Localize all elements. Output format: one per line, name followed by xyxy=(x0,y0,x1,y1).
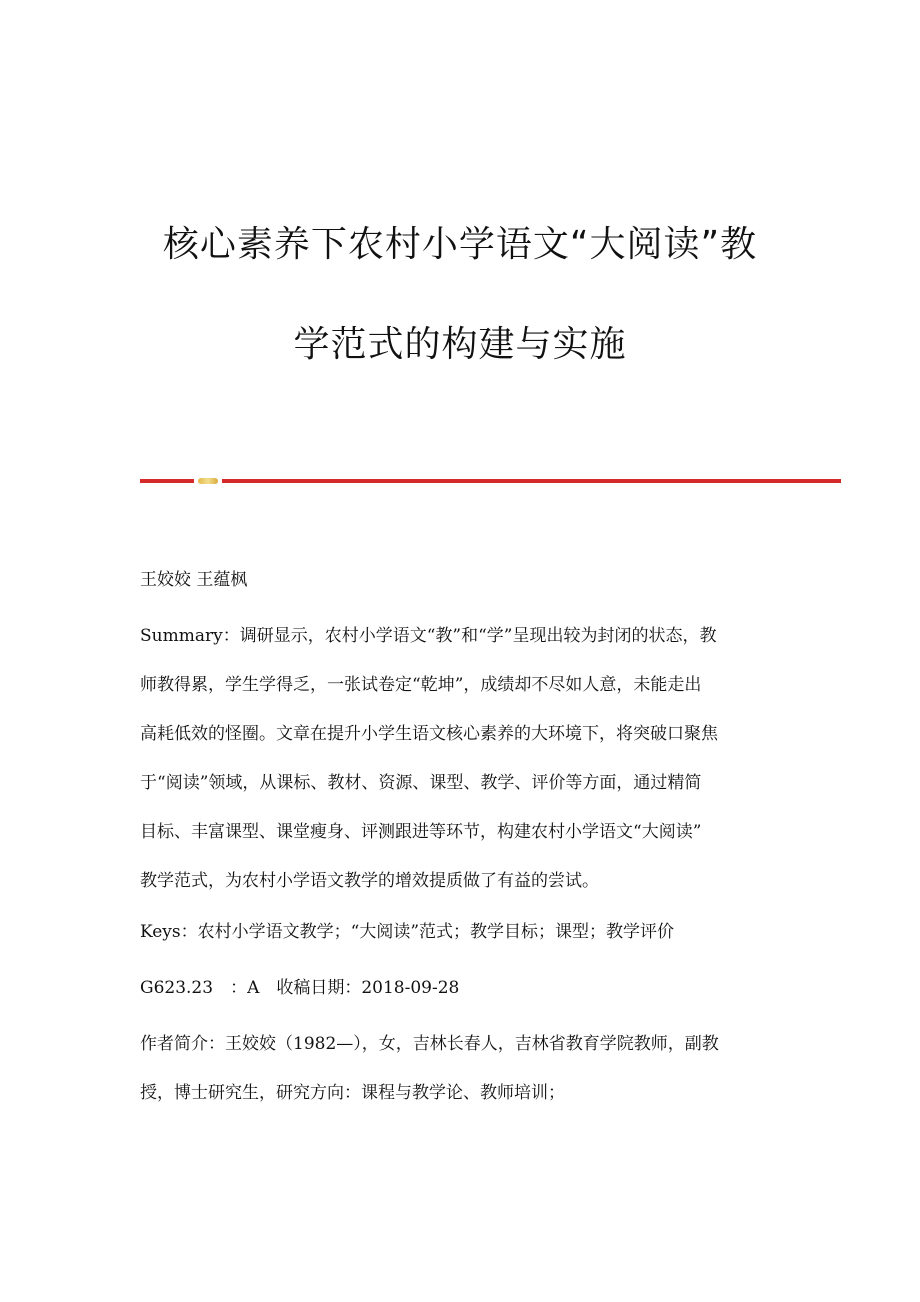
bio-line: 授，博士研究生，研究方向：课程与教学论、教师培训； xyxy=(140,1083,565,1103)
keywords: Keys：农村小学语文教学；“大阅读”范式；教学目标；课型；教学评价 xyxy=(140,922,675,942)
summary-line: 教学范式，为农村小学语文教学的增效提质做了有益的尝试。 xyxy=(140,871,599,891)
divider-ornament-icon xyxy=(198,478,218,484)
title-line-2: 学范式的构建与实施 xyxy=(293,324,627,365)
author-bio xyxy=(140,1034,790,1132)
authors: 王姣姣 王蕴枫 xyxy=(140,570,248,590)
bio-line: 作者简介：王姣姣（1982—），女，吉林长春人，吉林省教育学院教师，副教 xyxy=(140,1034,719,1054)
summary-line: 于“阅读”领域，从课标、教材、资源、课型、教学、评价等方面，通过精简 xyxy=(140,773,702,793)
divider-right-segment xyxy=(222,479,841,483)
summary-line: 高耗低效的怪圈。文章在提升小学生语文核心素养的大环境下，将突破口聚焦 xyxy=(140,724,718,744)
summary-line: 师教得累，学生学得乏，一张试卷定“乾坤”，成绩却不尽如人意，未能走出 xyxy=(140,675,702,695)
title-line-1: 核心素养下农村小学语文“大阅读”教 xyxy=(162,224,758,265)
title-divider xyxy=(140,478,841,484)
summary-line: 目标、丰富课型、课堂瘦身、评测跟进等环节，构建农村小学语文“大阅读” xyxy=(140,822,702,842)
summary-line: Summary：调研显示，农村小学语文“教”和“学”呈现出较为封闭的状态，教 xyxy=(140,626,717,646)
classification-info: G623.23 ：A 收稿日期：2018-09-28 xyxy=(140,978,460,998)
divider-left-segment xyxy=(140,479,194,483)
summary-paragraph xyxy=(140,626,790,920)
